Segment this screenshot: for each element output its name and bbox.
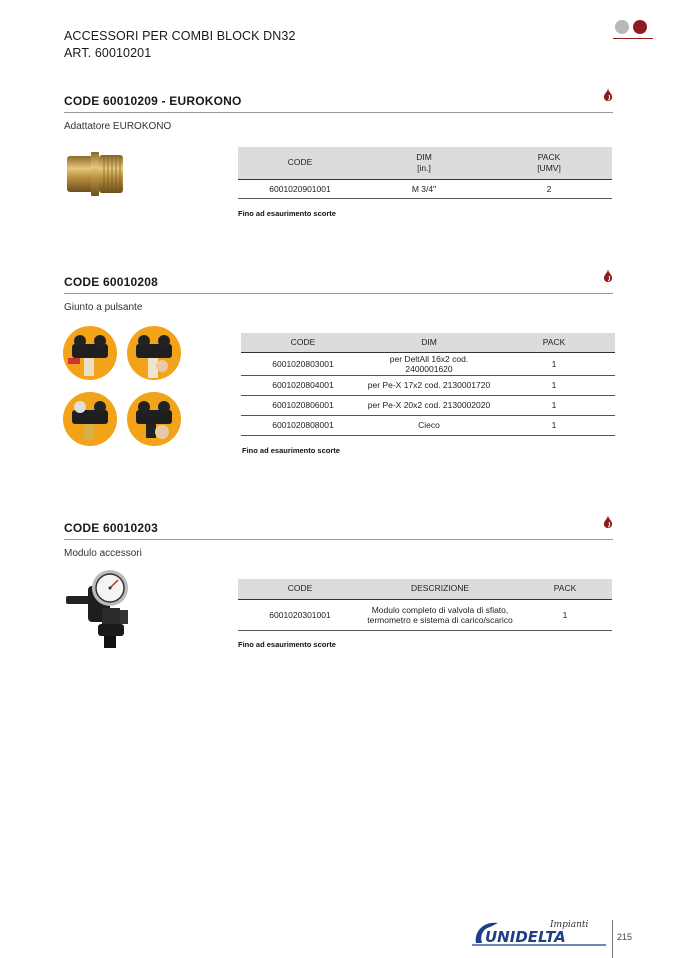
table-row: 6001020804001 per Pe-X 17x2 cod. 2130001720 1 — [241, 375, 615, 395]
push-joint-images — [62, 324, 182, 448]
unidelta-logo — [470, 913, 608, 949]
header-article: ART. 60010201 — [64, 46, 152, 60]
section-dots — [613, 20, 653, 36]
footer-divider — [612, 920, 613, 958]
logo-script-text: Impianti — [550, 920, 589, 930]
grey-dot-icon — [615, 20, 629, 34]
section-subtitle: Giunto a pulsante — [64, 302, 143, 313]
water-drop-icon — [603, 88, 613, 102]
water-drop-icon — [603, 515, 613, 529]
dots-underline — [613, 38, 653, 39]
page-number: 215 — [617, 932, 633, 942]
table-row: 6001020803001 per DeltAll 16x2 cod. 2400001620 1 — [241, 352, 615, 375]
stock-note: Fino ad esaurimento scorte — [238, 640, 336, 649]
section-heading-2 — [64, 273, 613, 294]
table-row: 6001020301001 Modulo completo di valvola di sfiato, termometro e sistema di carico/scarico 1 — [238, 599, 612, 630]
table-push-joint — [241, 333, 615, 436]
col-header-pack: PACK — [493, 333, 615, 352]
col-header-dim: DIM [in.] — [362, 147, 486, 179]
col-header-pack: PACK [UMV] — [486, 147, 612, 179]
col-header-code: CODE — [241, 333, 365, 352]
stock-note: Fino ad esaurimento scorte — [242, 446, 340, 455]
red-dot-icon — [633, 20, 647, 34]
section-heading-1 — [64, 92, 613, 113]
page-header — [64, 28, 296, 62]
accessory-module-image — [64, 566, 144, 650]
push-joint-photo-3 — [63, 392, 117, 446]
push-joint-photo-1 — [63, 326, 117, 380]
section-heading-3 — [64, 519, 613, 540]
col-header-code: CODE — [238, 147, 362, 179]
section-code: CODE 60010208 — [64, 275, 158, 289]
table-accessory-module — [238, 579, 612, 631]
section-subtitle: Adattatore EUROKONO — [64, 121, 172, 132]
header-title: ACCESSORI PER COMBI BLOCK DN32 — [64, 29, 296, 43]
section-code: CODE 60010203 — [64, 521, 158, 535]
eurokono-adapter-image — [64, 150, 126, 198]
logo-text: UNIDELTA — [485, 928, 566, 946]
section-subtitle: Modulo accessori — [64, 548, 142, 559]
stock-note: Fino ad esaurimento scorte — [238, 209, 336, 218]
col-header-pack: PACK — [518, 579, 612, 599]
table-row: 6001020901001 M 3/4" 2 — [238, 179, 612, 198]
push-joint-photo-4 — [127, 392, 181, 446]
table-eurokono — [238, 147, 612, 199]
table-row: 6001020808001 Cieco 1 — [241, 415, 615, 435]
water-drop-icon — [603, 269, 613, 283]
section-code: CODE 60010209 - EUROKONO — [64, 94, 242, 108]
col-header-dim: DIM — [365, 333, 493, 352]
table-row: 6001020806001 per Pe-X 20x2 cod. 2130002020 1 — [241, 395, 615, 415]
push-joint-photo-2 — [127, 326, 181, 380]
col-header-description: DESCRIZIONE — [362, 579, 518, 599]
col-header-code: CODE — [238, 579, 362, 599]
